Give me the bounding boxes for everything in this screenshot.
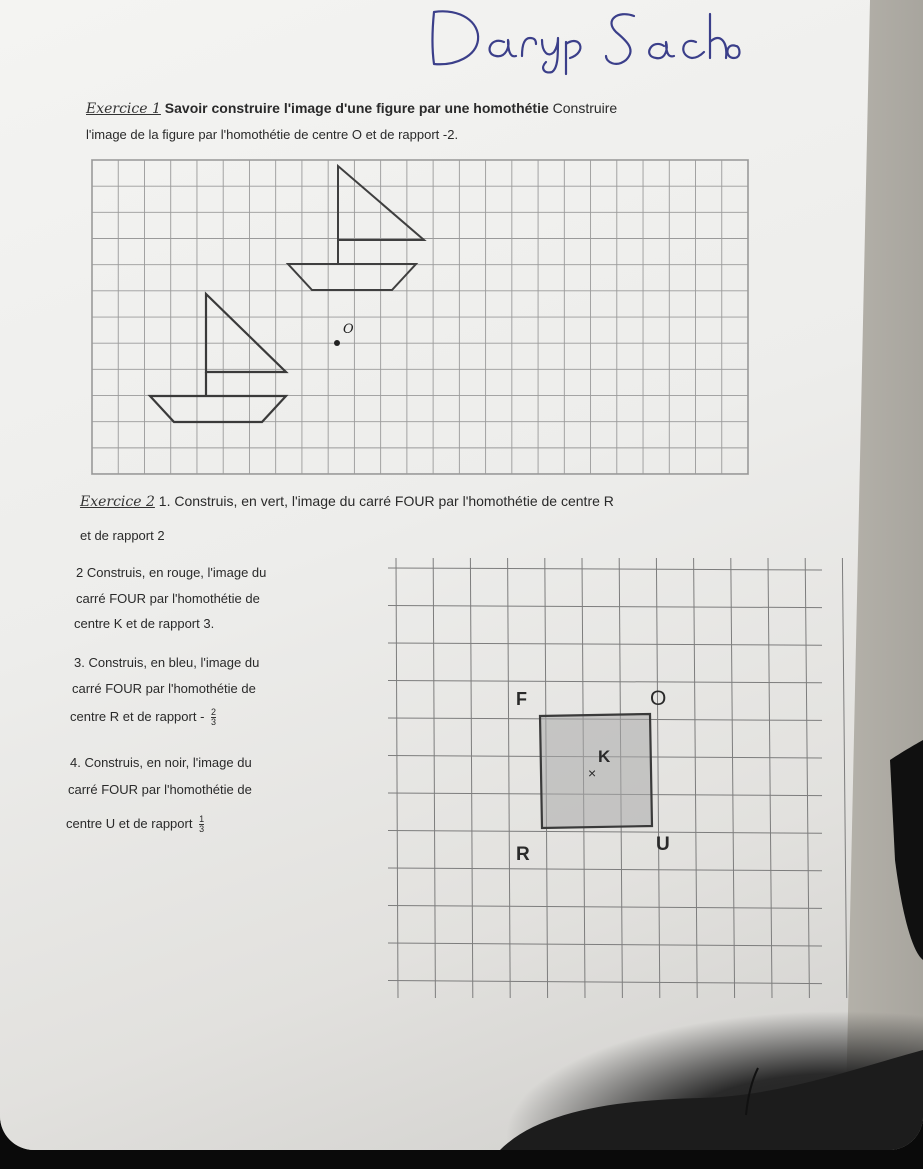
label-k: K: [598, 747, 611, 766]
exercise2-q4-text: centre U et de rapport: [66, 815, 197, 831]
fraction-two-thirds: $\frac{2}{3}$: [211, 707, 217, 727]
exercise1-text-tail: Construire: [552, 100, 618, 116]
exercise1-title: Exercice 1: [86, 101, 161, 117]
label-u: U: [656, 834, 670, 855]
label-f: F: [516, 689, 527, 709]
center-label-o: O: [343, 322, 354, 337]
exercise2-q3-text: centre R et de rapport -: [70, 708, 209, 724]
exercise2-q2-line3: centre K et de rapport 3.: [74, 616, 215, 631]
exercise2-title: Exercice 2: [80, 494, 155, 510]
exercise2-q3-line2: carré FOUR par l'homothétie de: [72, 681, 256, 696]
exercise2-q3-line1: 3. Construis, en bleu, l'image du: [74, 655, 260, 670]
exercise2-q4-line1: 4. Construis, en noir, l'image du: [70, 755, 252, 770]
exercise2-q2-line2: carré FOUR par l'homothétie de: [76, 591, 260, 606]
label-o: O: [650, 687, 667, 710]
exercise2-q2-line1: 2 Construis, en rouge, l'image du: [76, 565, 267, 580]
exercise2-q1-line1: 1. Construis, en vert, l'image du carré FOUR par l'homothétie de centre R: [158, 493, 614, 509]
label-r: R: [516, 844, 530, 865]
point-k-mark: ×: [588, 765, 597, 781]
exercise1-instruction: l'image de la figure par l'homothétie de centre O et de rapport -2.: [86, 127, 459, 142]
exercise2-q1-line2: et de rapport 2: [80, 528, 165, 543]
exercise2-q4-line2: carré FOUR par l'homothétie de: [68, 782, 252, 797]
exercise1-heading: Savoir construire l'image d'une figure par une homothétie: [164, 100, 549, 116]
fraction-one-third: $\frac{1}{3}$: [199, 814, 205, 834]
